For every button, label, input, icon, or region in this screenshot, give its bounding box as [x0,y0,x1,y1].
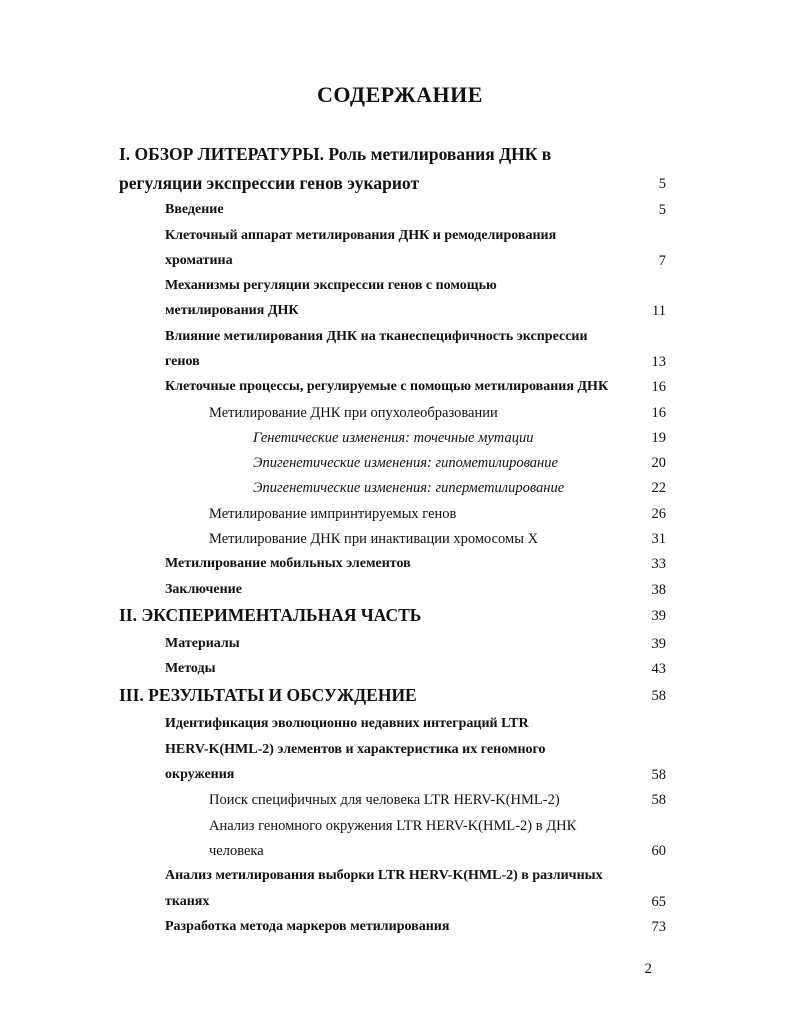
toc-line-text: Метилирование импринтируемых генов [209,506,457,522]
toc-page-number: 65 [651,894,666,910]
toc-line-text: Механизмы регуляции экспрессии генов с помощью [165,278,497,293]
toc-page-number: 26 [651,506,666,522]
toc-page-number: 22 [651,480,666,496]
toc-line-text: Поиск специфичных для человека LTR HERV-K(HML-2) [209,792,560,808]
toc-page-number: 20 [651,455,666,471]
toc-page-number: 58 [651,688,666,704]
toc-line-text: Клеточные процессы, регулируемые с помощью метилирования ДНК [165,379,609,394]
toc-page-number: 38 [651,582,666,598]
toc-page-number: 73 [651,919,666,935]
toc-line-text: хроматина [165,253,233,268]
toc-page-number: 16 [651,379,666,395]
toc-page-number: 11 [652,303,666,319]
toc-line-text: Заключение [165,582,242,597]
toc-line-text: метилирования ДНК [165,303,299,318]
toc-line-text: Идентификация эволюционно недавних интеграций LTR [165,716,529,731]
toc-line-text: III. РЕЗУЛЬТАТЫ И ОБСУЖДЕНИЕ [119,685,417,705]
toc-line-text: Анализ геномного окружения LTR HERV-K(HML-2) в ДНК [209,818,577,834]
toc-line-text: Материалы [165,636,240,651]
toc-page-number: 33 [651,556,666,572]
toc-page-number: 58 [651,767,666,783]
page-title: СОДЕРЖАНИЕ [317,82,483,107]
toc-line-text: Влияние метилирования ДНК на тканеспецифичность экспрессии [165,329,588,344]
toc-line-text: Введение [165,202,224,217]
toc-line-text: Клеточный аппарат метилирования ДНК и ремоделирования [165,228,557,243]
toc-page-number: 19 [651,430,666,446]
page-number: 2 [644,961,652,977]
toc-line-text: Анализ метилирования выборки LTR HERV-K(HML-2) в различных [165,868,603,883]
toc-page-number: 60 [651,843,666,859]
toc-page-number: 39 [651,636,666,652]
toc-page-number: 5 [658,176,666,192]
toc-page-number: 39 [651,608,666,624]
toc-line-text: регуляции экспрессии генов эукариот [119,173,420,193]
toc-line-text: I. ОБЗОР ЛИТЕРАТУРЫ. Роль метилирования ДНК в [119,144,552,164]
toc-line-text: Генетические изменения: точечные мутации [253,430,534,446]
toc-line-text: Разработка метода маркеров метилирования [165,919,450,934]
toc-line-text: окружения [165,767,235,782]
toc-line-text: Методы [165,661,216,676]
toc-line-text: II. ЭКСПЕРИМЕНТАЛЬНАЯ ЧАСТЬ [119,605,422,625]
toc-page-number: 7 [658,253,666,269]
toc-page-number: 31 [651,531,666,547]
toc-line-text: Метилирование ДНК при опухолеобразовании [209,405,498,421]
toc-line-text: человека [209,843,264,859]
toc-page-number: 13 [651,354,666,370]
toc-line-text: HERV-K(HML-2) элементов и характеристика их геномного [165,742,546,757]
toc-line-text: Метилирование ДНК при инактивации хромосомы X [209,531,539,547]
toc-page-number: 5 [658,202,666,218]
toc-page-number: 58 [651,792,666,808]
toc-line-text: тканях [165,894,210,909]
toc-line-text: Эпигенетические изменения: гиперметилирование [253,480,565,496]
toc-line-text: генов [165,354,200,369]
toc-line-text: Метилирование мобильных элементов [165,556,411,571]
toc-page-number: 43 [651,661,666,677]
toc-page-number: 16 [651,405,666,421]
toc-line-text: Эпигенетические изменения: гипометилирование [253,455,558,471]
